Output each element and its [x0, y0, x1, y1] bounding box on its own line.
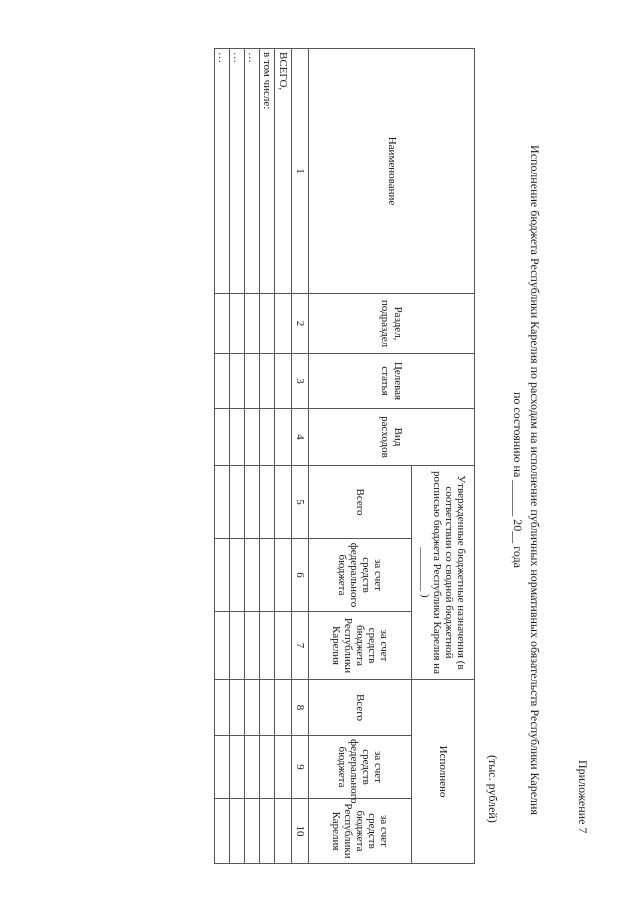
units-label: (тыс. рублей) [486, 755, 500, 823]
table-cell [214, 466, 229, 539]
col-number: 6 [292, 539, 309, 612]
table-cell [214, 294, 229, 354]
col-number: 1 [292, 49, 309, 294]
table-cell [275, 680, 292, 736]
table-row-total [275, 49, 292, 864]
table-cell [214, 409, 229, 466]
table-cell [244, 354, 259, 409]
header-section: Раздел, подраздел [309, 294, 475, 354]
table-cell [275, 354, 292, 409]
col-number: 3 [292, 354, 309, 409]
table-cell [275, 612, 292, 680]
row-label-dots: … [244, 49, 259, 294]
table-cell [214, 539, 229, 612]
header-executed-total: Всего [309, 680, 412, 736]
table-cell [259, 354, 274, 409]
table-cell [229, 799, 244, 864]
row-label-including: в том числе: [259, 49, 274, 294]
table-cell [275, 294, 292, 354]
document-subtitle: по состоянию на ______ 20__ года [511, 391, 525, 568]
table-cell [214, 799, 229, 864]
row-label-total: ВСЕГО, [275, 49, 292, 294]
table-cell [229, 736, 244, 799]
table-cell [259, 539, 274, 612]
table-cell [244, 799, 259, 864]
table-cell [259, 799, 274, 864]
table-cell [259, 466, 274, 539]
table-cell [259, 409, 274, 466]
table-cell [214, 736, 229, 799]
header-type: Вид расходов [309, 409, 475, 466]
row-label-dots: … [214, 49, 229, 294]
header-executed-regional: за счет средств бюджета Республики Карелия [309, 799, 412, 864]
header-approved-federal: за счет средств федерального бюджета [309, 539, 412, 612]
table-cell [244, 409, 259, 466]
table-cell [275, 539, 292, 612]
header-row-1 [412, 49, 475, 864]
table-cell [229, 539, 244, 612]
table-row [229, 49, 244, 864]
col-number: 8 [292, 680, 309, 736]
table-cell [275, 409, 292, 466]
table-cell [275, 799, 292, 864]
table-cell [244, 294, 259, 354]
table-cell [214, 612, 229, 680]
table-cell [229, 612, 244, 680]
col-number: 10 [292, 799, 309, 864]
table-row [214, 49, 229, 864]
table-cell [244, 680, 259, 736]
header-executed-federal: за счет средств федерального бюджета [309, 736, 412, 799]
col-number: 4 [292, 409, 309, 466]
col-number: 2 [292, 294, 309, 354]
table-cell [259, 736, 274, 799]
header-approved-regional: за счет средств бюджета Республики Карелия [309, 612, 412, 680]
row-label-dots: … [229, 49, 244, 294]
budget-table [214, 48, 475, 864]
table-cell [229, 354, 244, 409]
header-approved-total: Всего [309, 466, 412, 539]
col-number: 7 [292, 612, 309, 680]
table-cell [244, 612, 259, 680]
table-cell [244, 539, 259, 612]
table-cell [259, 294, 274, 354]
table-cell [244, 466, 259, 539]
table-row [244, 49, 259, 864]
col-number: 5 [292, 466, 309, 539]
appendix-label: Приложение 7 [576, 760, 590, 834]
header-approved-group: Утвержденные бюджетные назначения (в соответствии со сводной бюджетной росписью бюджета Республики Карелия на ________ ) [412, 466, 475, 680]
table-cell [275, 466, 292, 539]
table-row-including [259, 49, 274, 864]
column-number-row [292, 49, 309, 864]
col-number: 9 [292, 736, 309, 799]
table-cell [229, 294, 244, 354]
table-cell [275, 736, 292, 799]
header-target: Целевая статья [309, 354, 475, 409]
table-cell [214, 354, 229, 409]
document-title: Исполнение бюджета Республики Карелия по расходам на исполнение публичных нормативных обязательств Республики Карелия [528, 145, 542, 815]
table-cell [259, 612, 274, 680]
table-cell [229, 680, 244, 736]
table-cell [214, 680, 229, 736]
table-cell [229, 466, 244, 539]
table-cell [229, 409, 244, 466]
table-cell [259, 680, 274, 736]
table-cell [244, 736, 259, 799]
header-executed-group: Исполнено [412, 680, 475, 864]
header-name: Наименование [309, 49, 475, 294]
